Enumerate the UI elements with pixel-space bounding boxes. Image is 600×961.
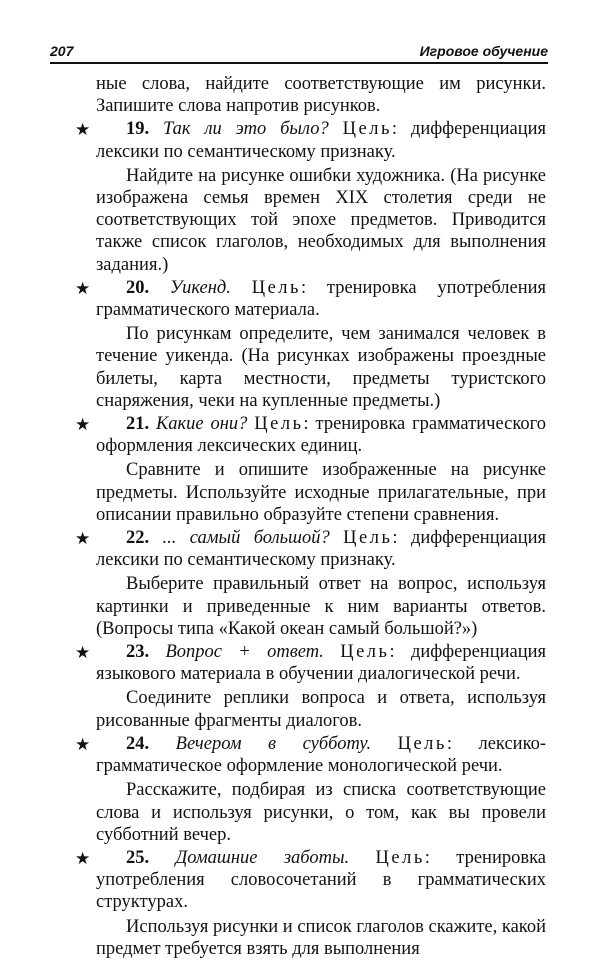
goal-label: Цель [254, 414, 304, 435]
task-goal: : дифференциация лексики по семантическому признаку. [96, 528, 547, 571]
task-title: Вечером в субботу. [175, 733, 372, 754]
goal-label: Цель [251, 277, 301, 298]
intro-paragraph: ные слова, найдите соответствующие им рисунки. Запишите слова напротив рисунков. [96, 74, 546, 117]
task-title: Так ли это было? [163, 119, 329, 140]
task-goal: : лексико-грамматическое оформление монологической речи. [96, 733, 547, 777]
task-23 [75, 641, 547, 685]
star-icon: ★ [75, 415, 91, 436]
task-title: Вопрос + ответ. [165, 642, 324, 663]
task-goal: : дифференциация лексики по семантическому признаку. [96, 119, 547, 162]
task-title: ... самый большой? [162, 528, 330, 549]
star-icon: ★ [75, 643, 91, 664]
task-22 [75, 527, 547, 571]
goal-label: Цель [343, 528, 393, 549]
star-icon: ★ [75, 120, 91, 141]
task-goal: : дифференциация языкового материала в обучении диалогической речи. [96, 642, 547, 685]
star-icon: ★ [75, 529, 91, 550]
page-body [75, 73, 547, 961]
goal-label: Цель [340, 642, 390, 663]
star-icon: ★ [75, 734, 91, 755]
task-title: Уикенд. [169, 277, 231, 298]
task-description: Соедините реплики вопроса и ответа, используя рисованные фрагменты диалогов. [96, 688, 546, 731]
goal-label: Цель [342, 119, 392, 140]
task-title: Домашние заботы. [175, 847, 350, 868]
task-description: Сравните и опишите изображенные на рисунке предметы. Используйте исходные прилагательные, при описании правильно образуйте степени сравнения. [96, 460, 546, 525]
task-21 [75, 413, 547, 457]
task-description: Расскажите, подбирая из списка соответствующие слова и используя рисунки, о том, как вы провели субботний вечер. [96, 780, 546, 845]
task-goal: : тренировка грамматического оформления лексических единиц. [96, 414, 547, 457]
task-title: Какие они? [155, 414, 248, 435]
task-description: Выберите правильный ответ на вопрос, используя картинки и приведенные к ним варианты ответов. (Вопросы типа «Какой океан самый большой?») [96, 574, 546, 639]
task-goal: : тренировка употребления словосочетаний в грамматических структурах. [96, 847, 546, 913]
task-description: По рисункам определите, чем занимался человек в течение уикенда. (На рисунках изображены проездные билеты, карта местности, предметы туристского снаряжения, чеки на купленные предметы.) [96, 324, 546, 411]
task-description: Используя рисунки и список глаголов скажите, какой предмет требуется взять для выполнения [96, 916, 546, 959]
goal-label: Цель [375, 847, 425, 868]
task-description: Найдите на рисунке ошибки художника. (На рисунке изображена семья времен XIX столетия среди не соответствующих той эпохе предметов. Приводится также список глаголов, необходимых для выполнения задания.) [96, 165, 546, 275]
page-header [50, 38, 548, 64]
task-number: 22. [126, 528, 150, 549]
goal-label: Цель [397, 733, 447, 754]
task-number: 23. [126, 642, 150, 663]
task-25 [75, 847, 546, 914]
task-24 [75, 733, 547, 777]
task-20 [75, 277, 547, 321]
star-icon: ★ [75, 278, 91, 299]
star-icon: ★ [75, 848, 91, 869]
task-number: 20. [126, 277, 150, 298]
section-title: Игровое обучение [419, 43, 548, 59]
task-goal: : тренировка употребления грамматического материала. [96, 277, 547, 321]
task-number: 25. [126, 847, 150, 868]
task-19 [75, 118, 547, 162]
task-number: 24. [126, 733, 150, 754]
task-number: 19. [126, 119, 150, 140]
page-number: 207 [50, 43, 74, 59]
task-number: 21. [126, 414, 150, 435]
